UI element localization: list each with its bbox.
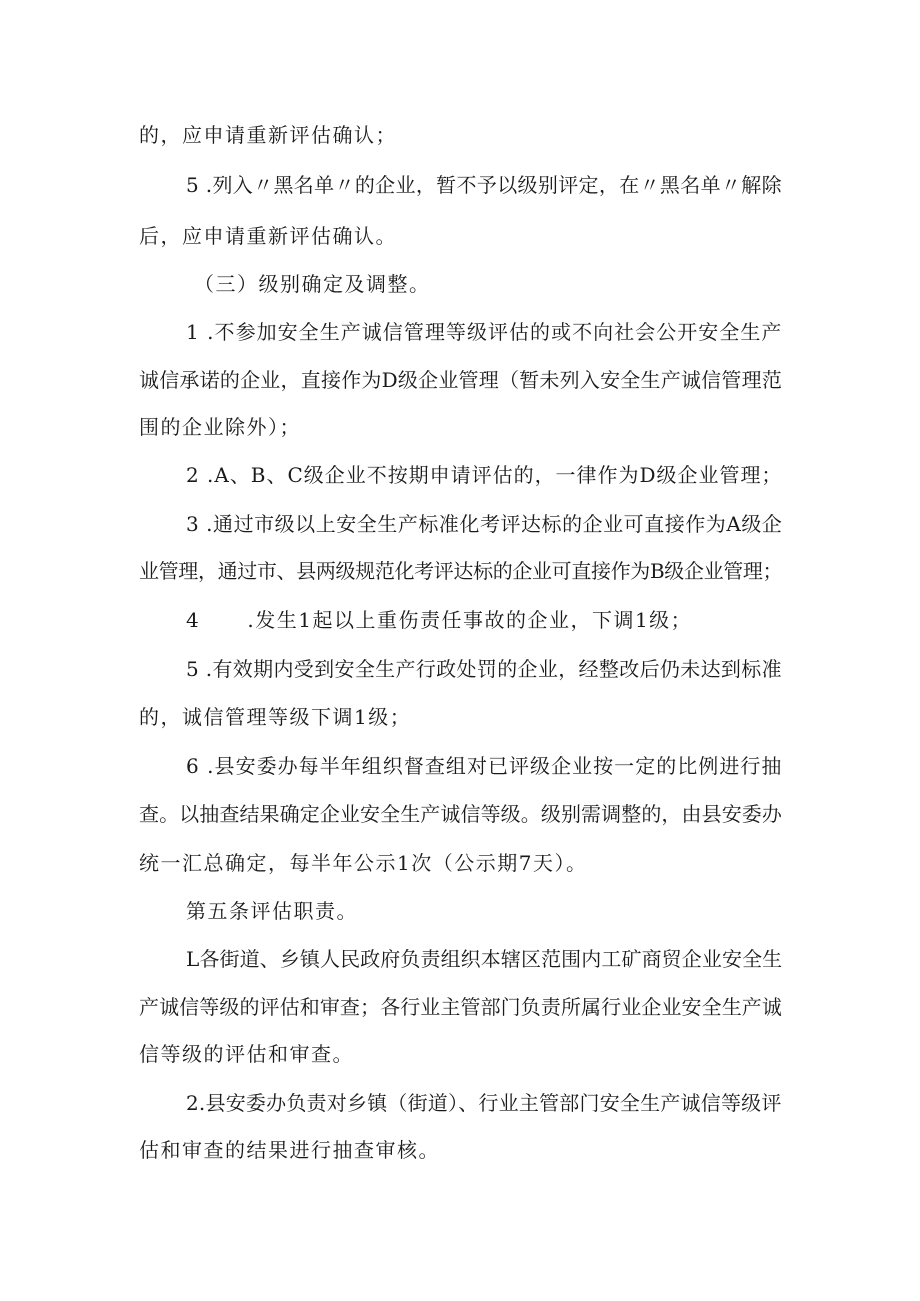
text-line-7: 围的企业除外）； xyxy=(139,415,301,439)
text-line-8: 2 .A、B、C级企业不按期申请评估的，一律作为D级企业管理； xyxy=(186,463,783,487)
text-line-9: 3 .通过市级以上安全生产标准化考评达标的企业可直接作为A级企 xyxy=(186,512,783,536)
text-line-2: 5 .列入〃黑名单〃的企业，暂不予以级别评定，在〃黑名单〃解除 xyxy=(186,173,782,197)
text-line-10: 业管理，通过市、县两级规范化考评达标的企业可直接作为B级企业管理； xyxy=(139,559,783,583)
text-line-4: （三）级别确定及调整。 xyxy=(194,272,431,296)
text-line-6: 诚信承诺的企业，直接作为D级企业管理（暂未列入安全生产诚信管理范 xyxy=(139,368,783,392)
text-line-5: 1 .不参加安全生产诚信管理等级评估的或不向社会公开安全生产 xyxy=(186,320,783,344)
text-line-21: 2.县安委办负责对乡镇（街道）、行业主管部门安全生产诚信等级评 xyxy=(186,1091,782,1115)
text-line-14: 6 .县安委办每半年组织督查组对已评级企业按一定的比例进行抽 xyxy=(186,754,783,778)
text-line-20: 信等级的评估和审查。 xyxy=(139,1042,354,1066)
text-line-22: 估和审查的结果进行抽查审核。 xyxy=(139,1138,440,1162)
text-line-11: 4 .发生1起以上重伤责任事故的企业，下调1级； xyxy=(186,608,693,632)
text-line-3: 后，应申请重新评估确认。 xyxy=(139,224,397,248)
text-line-15: 查。以抽查结果确定企业安全生产诚信等级。级别需调整的，由县安委办 xyxy=(139,802,782,826)
text-line-1: 的，应申请重新评估确认； xyxy=(139,123,397,147)
text-line-12: 5 .有效期内受到安全生产行政处罚的企业，经整改后仍未达到标准 xyxy=(186,657,782,681)
text-line-16: 统一汇总确定，每半年公示1次（公示期7天）。 xyxy=(139,851,588,875)
text-line-17: 第五条评估职责。 xyxy=(186,899,358,923)
text-line-18: L各街道、乡镇人民政府负责组织本辖区范围内工矿商贸企业安全生 xyxy=(186,947,783,971)
text-line-13: 的，诚信管理等级下调1级； xyxy=(139,705,412,729)
text-line-19: 产诚信等级的评估和审查；各行业主管部门负责所属行业企业安全生产诚 xyxy=(139,995,782,1019)
